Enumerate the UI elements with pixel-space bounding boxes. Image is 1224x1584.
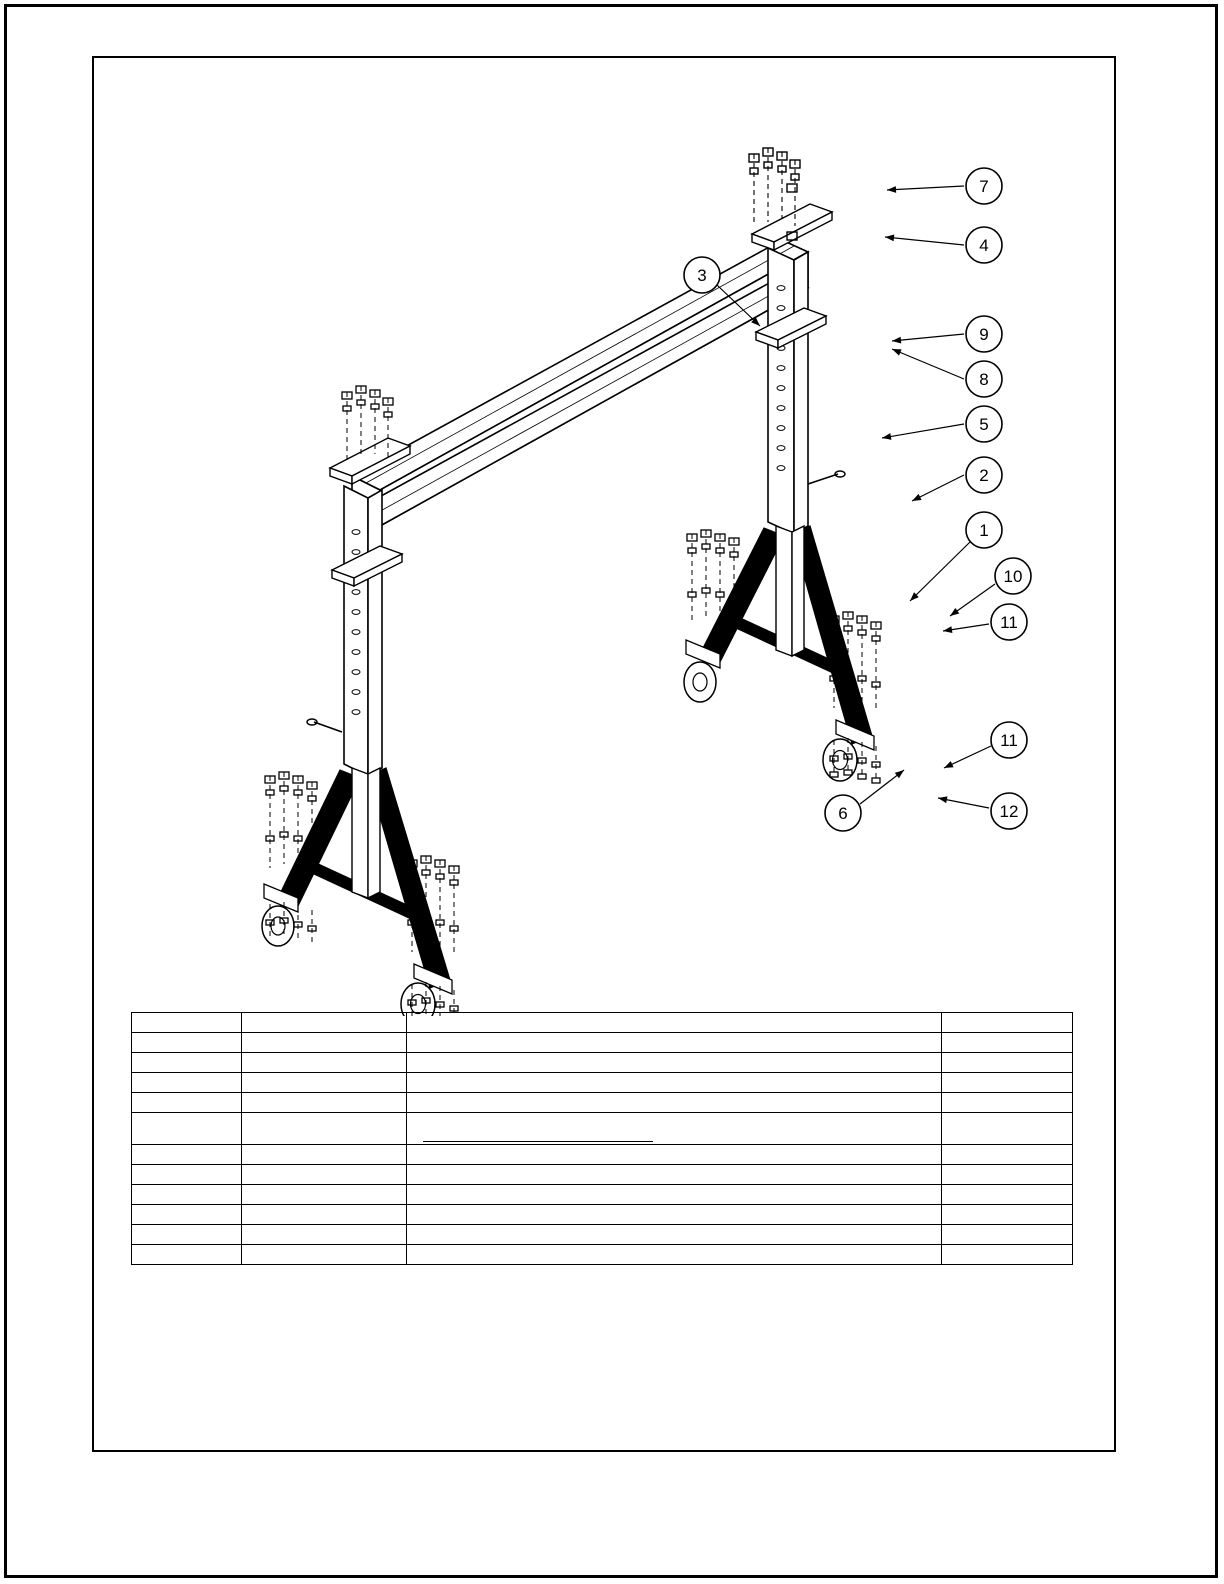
balloon-number: 11: [1000, 731, 1018, 750]
cell-item-number: [132, 1205, 242, 1225]
cell-description: [407, 1225, 942, 1245]
balloon-number: 12: [999, 802, 1019, 821]
cell-part-number: [242, 1113, 407, 1145]
cell-description: [407, 1165, 942, 1185]
leader-line: [910, 542, 970, 601]
cell-part-number: [242, 1093, 407, 1113]
cell-item-number: [132, 1033, 242, 1053]
cell-part-number: [242, 1185, 407, 1205]
cell-quantity: [942, 1205, 1073, 1225]
cell-item-number: [132, 1185, 242, 1205]
leader-arrowhead: [892, 337, 901, 344]
cell-quantity: [942, 1033, 1073, 1053]
balloon-number: 7: [979, 177, 989, 196]
leader-line: [892, 349, 964, 379]
leader-arrowhead: [944, 761, 954, 768]
cell-part-number: [242, 1033, 407, 1053]
leader-line: [892, 334, 964, 341]
leader-arrowhead: [887, 186, 896, 193]
cell-part-number: [242, 1205, 407, 1225]
leader-arrowhead: [892, 349, 902, 356]
cell-part-number: [242, 1245, 407, 1265]
cell-item-number: [132, 1093, 242, 1113]
cell-quantity: [942, 1225, 1073, 1245]
cell-item-number: [132, 1053, 242, 1073]
cell-quantity: [942, 1093, 1073, 1113]
table-row: [132, 1013, 1073, 1033]
balloon-7: [887, 168, 1002, 204]
balloon-9: [892, 316, 1002, 352]
table-row: [132, 1205, 1073, 1225]
balloon-number: 9: [979, 325, 989, 344]
table-row: [132, 1145, 1073, 1165]
cell-item-number: [132, 1073, 242, 1093]
balloon-2: [912, 457, 1002, 501]
table-row: [132, 1165, 1073, 1185]
cell-item-number: [132, 1113, 242, 1145]
balloon-number: 11: [1000, 613, 1018, 632]
leader-line: [887, 186, 964, 190]
parts-table: [131, 1012, 1073, 1265]
cell-description: [407, 1073, 942, 1093]
leader-arrowhead: [895, 770, 904, 778]
cell-part-number: [242, 1013, 407, 1033]
cell-description: [407, 1013, 942, 1033]
balloon-number: 1: [979, 521, 989, 540]
balloon-8: [892, 349, 1002, 397]
table-row: [132, 1245, 1073, 1265]
cell-description: [407, 1145, 942, 1165]
cell-description: [407, 1205, 942, 1225]
table-row: [132, 1033, 1073, 1053]
balloon-number: 2: [979, 466, 989, 485]
balloon-number: 6: [838, 804, 848, 823]
cell-part-number: [242, 1053, 407, 1073]
cell-description: [407, 1185, 942, 1205]
table-row: [132, 1225, 1073, 1245]
gantry-crane-illustration: [92, 56, 1116, 1016]
balloon-number: 10: [1003, 567, 1023, 586]
description-underline-rule: [423, 1141, 653, 1142]
balloon-4: [885, 227, 1002, 263]
leader-line: [885, 237, 964, 245]
cell-quantity: [942, 1073, 1073, 1093]
leader-arrowhead: [943, 626, 952, 633]
table-row: [132, 1073, 1073, 1093]
cell-quantity: [942, 1145, 1073, 1165]
balloon-number: 4: [979, 236, 989, 255]
leader-arrowhead: [950, 608, 959, 616]
balloon-12: [938, 793, 1027, 829]
left-column: [307, 486, 402, 776]
cell-description: [407, 1053, 942, 1073]
cell-description: [407, 1113, 942, 1145]
cell-description: [407, 1245, 942, 1265]
balloon-number: 5: [979, 415, 989, 434]
cell-description: [407, 1093, 942, 1113]
cell-quantity: [942, 1185, 1073, 1205]
cell-quantity: [942, 1165, 1073, 1185]
table-row: [132, 1185, 1073, 1205]
cell-description: [407, 1033, 942, 1053]
main-beam: [352, 240, 808, 526]
leader-arrowhead: [885, 235, 894, 242]
cell-quantity: [942, 1013, 1073, 1033]
table-row: [132, 1053, 1073, 1073]
table-row: [132, 1113, 1073, 1145]
balloon-number: 8: [979, 370, 989, 389]
cell-part-number: [242, 1225, 407, 1245]
leader-arrowhead: [938, 796, 947, 803]
cell-part-number: [242, 1073, 407, 1093]
cell-part-number: [242, 1165, 407, 1185]
right-column: [756, 248, 845, 534]
leader-arrowhead: [912, 494, 922, 501]
cell-item-number: [132, 1165, 242, 1185]
cell-quantity: [942, 1053, 1073, 1073]
balloon-11: [944, 722, 1027, 768]
left-base-frame: [278, 768, 450, 988]
cell-item-number: [132, 1245, 242, 1265]
cell-item-number: [132, 1145, 242, 1165]
cell-item-number: [132, 1225, 242, 1245]
leader-line: [882, 424, 964, 438]
right-top-plate: [752, 204, 832, 250]
balloon-number: 3: [697, 266, 707, 285]
cell-part-number: [242, 1145, 407, 1165]
cell-quantity: [942, 1113, 1073, 1145]
balloon-5: [882, 406, 1002, 442]
leader-arrowhead: [882, 433, 891, 440]
cell-item-number: [132, 1013, 242, 1033]
cell-quantity: [942, 1245, 1073, 1265]
right-base-frame: [700, 526, 872, 744]
balloon-1: [910, 512, 1002, 601]
table-row: [132, 1093, 1073, 1113]
